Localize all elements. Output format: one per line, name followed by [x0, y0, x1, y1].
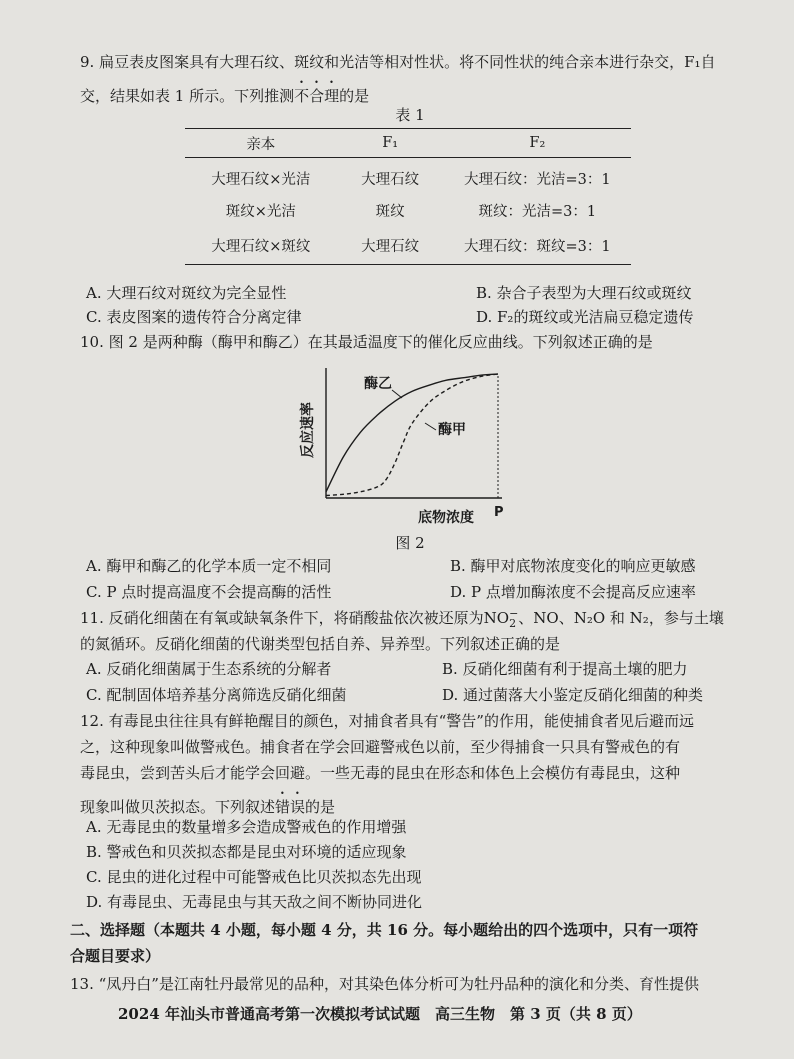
q11-option-b: B. 反硝化细菌有利于提高土壤的肥力	[442, 660, 688, 678]
figure-caption: 图 2	[395, 534, 425, 552]
q9-option-b: B. 杂合子表型为大理石纹或斑纹	[476, 284, 692, 302]
q11-option-d: D. 通过菌落大小鉴定反硝化细菌的种类	[442, 686, 704, 704]
q12-stem-line2: 之，这种现象叫做警戒色。捕食者在学会回避警戒色以前，至少得捕食一只具有警戒色的有	[80, 738, 681, 756]
q11-option-a: A. 反硝化细菌属于生态系统的分解者	[86, 660, 332, 678]
q10-option-d: D. P 点增加酶浓度不会提高反应速率	[450, 583, 696, 601]
q9-option-a: A. 大理石纹对斑纹为完全显性	[86, 284, 287, 302]
enzyme-chart	[290, 360, 530, 530]
x-tick-label-p: P	[494, 505, 504, 520]
page-footer: 2024 年汕头市普通高考第一次模拟考试试题 高三生物 第 3 页（共 8 页）	[118, 1005, 642, 1023]
q12-stem-line1: 12. 有毒昆虫往往具有鲜艳醒目的颜色，对捕食者具有“警告”的作用，能使捕食者见后避而远	[80, 712, 694, 730]
q12-stem-line3: 毒昆虫，尝到苦头后才能学会回避。一些无毒的昆虫在形态和体色上会模仿有毒昆虫，这种	[80, 764, 681, 782]
q12-option-a: A. 无毒昆虫的数量增多会造成警戒色的作用增强	[86, 818, 407, 836]
series-label-leader	[425, 423, 436, 430]
series-label-leader	[392, 390, 402, 398]
table-1	[185, 128, 631, 265]
q12-option-d: D. 有毒昆虫、无毒昆虫与其天敌之间不断协同进化	[86, 893, 423, 911]
q12-stem-line4: 现象叫做贝茨拟态。下列叙述错误的是	[80, 798, 336, 816]
q10-option-c: C. P 点时提高温度不会提高酶的活性	[86, 583, 332, 601]
q9-option-c: C. 表皮图案的遗传符合分离定律	[86, 308, 302, 326]
q10-option-a: A. 酶甲和酶乙的化学本质一定不相同	[86, 557, 332, 575]
series-line-enzyme-a	[326, 374, 498, 496]
q11-stem-line2: 的氮循环。反硝化细菌的代谢类型包括自养、异养型。下列叙述正确的是	[80, 635, 561, 653]
q12-emphasis: 错误	[275, 798, 306, 816]
table-row: 斑纹×光洁 斑纹 斑纹：光洁=3：1	[225, 203, 597, 220]
section-2-desc: （本题共 4 小题，每小题 4 分，共 16 分。每小题给出的四个选项中，只有一项符	[145, 921, 699, 939]
q12-option-c: C. 昆虫的进化过程中可能警戒色比贝茨拟态先出现	[86, 868, 422, 886]
series-label-enzyme-b: 酶乙	[364, 376, 392, 392]
section-2-title: 二、选择题	[70, 921, 146, 939]
table-title: 表 1	[395, 106, 425, 124]
table-row: 大理石纹×斑纹 大理石纹 大理石纹：斑纹=3：1	[185, 226, 631, 265]
table-row: 大理石纹×光洁 大理石纹 大理石纹：光洁=3：1	[211, 171, 611, 188]
q12-option-b: B. 警戒色和贝茨拟态都是昆虫对环境的适应现象	[86, 843, 407, 861]
section-2-header	[70, 920, 698, 940]
q11-stem-line1: 11. 反硝化细菌在有氧或缺氧条件下，将硝酸盐依次被还原为NO − 2 、NO、N₂O 和 N₂，参与土壤	[80, 607, 724, 630]
table-header: F₂	[444, 129, 631, 158]
q9-emphasis: 不合理	[294, 87, 340, 105]
q11-option-c: C. 配制固体培养基分离筛选反硝化细菌	[86, 686, 347, 704]
series-label-enzyme-a: 酶甲	[438, 422, 466, 438]
q9-stem-line2: 交，结果如表 1 所示。下列推测不合理的是	[80, 87, 370, 105]
x-axis-label: 底物浓度	[418, 510, 474, 526]
table-header: 亲本	[185, 129, 337, 158]
q9-option-d: D. F₂的斑纹或光洁扁豆稳定遗传	[476, 308, 694, 326]
q13-stem-line1: 13. “凤丹白”是江南牡丹最常见的品种，对其染色体分析可为牡丹品种的演化和分类、育性提供	[70, 975, 699, 993]
table-header: F₁	[337, 129, 444, 158]
series-line-enzyme-b	[326, 374, 498, 492]
q10-stem: 10. 图 2 是两种酶（酶甲和酶乙）在其最适温度下的催化反应曲线。下列叙述正确的是	[80, 333, 653, 351]
y-axis-label: 反应速率	[300, 402, 316, 458]
q10-option-b: B. 酶甲对底物浓度变化的响应更敏感	[450, 557, 696, 575]
section-2-desc-line2: 合题目要求）	[70, 947, 161, 965]
q9-stem-line1: 9. 扁豆表皮图案具有大理石纹、斑纹和光洁等相对性状。将不同性状的纯合亲本进行杂交，F₁自	[80, 53, 716, 71]
